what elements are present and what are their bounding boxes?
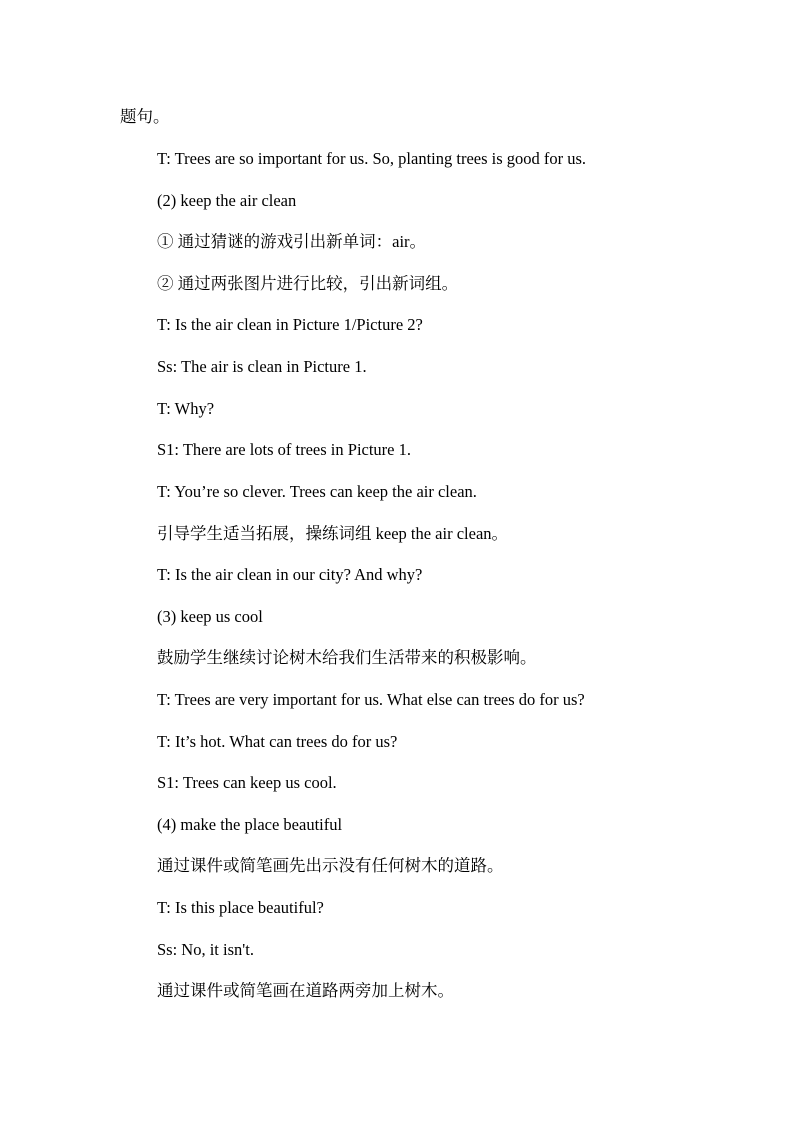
dialogue-line: T: It’s hot. What can trees do for us? bbox=[157, 732, 398, 751]
text-line: 鼓励学生继续讨论树木给我们生活带来的积极影响。 bbox=[157, 648, 537, 667]
text-line: ① 通过猜谜的游戏引出新单词：air。 bbox=[157, 232, 427, 251]
section-heading: (3) keep us cool bbox=[157, 607, 263, 626]
section-heading: (4) make the place beautiful bbox=[157, 815, 343, 834]
dialogue-line: T: Trees are very important for us. What else can trees do for us? bbox=[157, 690, 585, 709]
text-line: 引导学生适当拓展，操练词组 keep the air clean。 bbox=[157, 524, 509, 543]
section-heading: (2) keep the air clean bbox=[157, 191, 297, 210]
dialogue-line: Ss: The air is clean in Picture 1. bbox=[157, 357, 367, 376]
dialogue-line: T: Why? bbox=[157, 399, 215, 418]
dialogue-line: T: Is the air clean in Picture 1/Picture 2? bbox=[157, 315, 423, 334]
dialogue-line: S1: Trees can keep us cool. bbox=[157, 773, 337, 792]
dialogue-line: Ss: No, it isn't. bbox=[157, 940, 254, 959]
text-line: ② 通过两张图片进行比较，引出新词组。 bbox=[157, 274, 459, 293]
text-line: 通过课件或简笔画先出示没有任何树木的道路。 bbox=[157, 856, 504, 875]
dialogue-line: T: Is this place beautiful? bbox=[157, 898, 324, 917]
dialogue-line: T: You’re so clever. Trees can keep the air clean. bbox=[157, 482, 477, 501]
dialogue-line: T: Is the air clean in our city? And why? bbox=[157, 565, 423, 584]
text-line: 题句。 bbox=[120, 107, 170, 126]
text-line: 通过课件或简笔画在道路两旁加上树木。 bbox=[157, 981, 454, 1000]
dialogue-line: S1: There are lots of trees in Picture 1. bbox=[157, 440, 412, 459]
text-line: T: Trees are so important for us. So, planting trees is good for us. bbox=[157, 149, 587, 168]
